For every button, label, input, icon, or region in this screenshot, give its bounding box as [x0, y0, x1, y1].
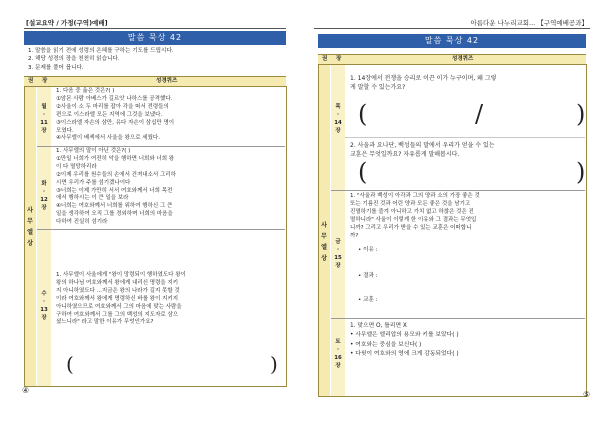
church-header: 아름다운 나누리교회... 【구역예배공과】: [470, 19, 588, 27]
col-book-label: 권: [322, 56, 328, 62]
book-name-text: 사 무 엘 상: [321, 222, 327, 262]
instructions: [28, 47, 174, 72]
book-name: [318, 220, 330, 264]
book-name-text: 사 무 엘 상: [27, 207, 33, 247]
page-number: ④: [22, 386, 30, 395]
section-header: [설교요약 / 가정(구역)예배]: [26, 19, 108, 27]
answer-open-paren: (: [66, 352, 74, 376]
page-title: 말씀 묵상 42: [24, 31, 286, 45]
question-fri: 1. "사울과 백성이 아각과 그의 양과 소의 가장 좋은 것 또는 기름진 것과 어린 양과 모든 좋은 것을 남기고 진멸하기를 즐겨 아니하고 가치 없고 하찮은 것은 진 멸하니라" 사울이 이렇게 한 이유와 그 결과는 무엇입 니까? 그리고 우리가 받을 수 있는 교훈은 어떠합니 까?: [350, 193, 480, 239]
header-divider: [314, 28, 590, 29]
question-thu-2: 2. 사울과 요나단, 백성들의 말에서 우리가 얻을 수 있는 교훈은 무엇일까요? 자유롭게 말해봅시다.: [350, 142, 495, 158]
col-quiz-label: 성경퀴즈: [452, 56, 474, 62]
page-number: ⑤: [583, 390, 591, 399]
row-divider: [345, 137, 585, 138]
day-label-wed: 수 · 13 장: [40, 291, 48, 321]
day-label-mon: 월 · 11 장: [40, 104, 48, 134]
answer-slash: /: [475, 100, 484, 128]
answer-result: • 결과 :: [358, 273, 378, 279]
answer-close-paren: ): [576, 100, 586, 128]
instruction-2: 2. 해당 성경의 장을 천천히 읽습니다.: [28, 56, 120, 63]
answer-close-paren: ): [576, 158, 586, 186]
col-chapter-label: 장: [336, 56, 342, 62]
answer-close-paren: ): [270, 352, 278, 376]
question-thu-1: 1. 14장에서 전쟁을 승리로 이끈 이가 누구이며, 왜 그렇 게 말할 수 있는가요?: [350, 75, 497, 91]
header-divider: [24, 28, 286, 29]
row-divider: [37, 146, 285, 147]
col-book-label: 권: [28, 78, 34, 84]
answer-open-paren: (: [358, 100, 368, 128]
question-mon: 1. 다음 중 옳은 것은?( ) ①암몬 사람 아베스가 길르앗 나하스를 공격했다. ②사울이 소 두 마리를 잡아 각을 떠서 전령들의 편으로 이스라엘 모든 지역에 그것을 보냈다. ③이스라엘 자손의 삼만, 유다 자손이 삼십만 명이 모였다. ④사무엘이 베섹에서 사울을 왕으로 세웠다.: [56, 88, 175, 142]
question-wed: 1. 사무엘이 사울에게 "왕이 망령되이 행하였도다 왕이 왕의 하나님 여호와께서 왕에게 내리신 명령을 지키 지 아니하였도다 ...지금은 왕의 나라가 길지 못할 것 이라 여호와께서 왕에게 명령하신 바를 왕이 지키지 아니하였으므로 여호와께서 그의 마음에 맞는 사람을 구하여 여호와께서 그를 그의 백성의 지도자로 삼으 셨느니라" 라고 말한 이유가 무엇인가요?: [56, 272, 186, 326]
day-label-thu: 목 · 14 장: [334, 104, 342, 134]
answer-open-paren: (: [358, 158, 368, 186]
day-label-sat: 토 · 16 장: [334, 339, 342, 369]
row-divider: [37, 229, 285, 230]
instruction-3: 3. 문제를 풀어 봅니다.: [28, 64, 84, 71]
answer-reason: • 이유 :: [358, 247, 378, 253]
book-name: [24, 205, 36, 249]
row-divider: [331, 190, 585, 191]
col-quiz-label: 성경퀴즈: [156, 78, 178, 84]
instruction-1: 1. 말씀을 읽기 전에 성령의 은혜를 구하는 기도를 드립시다.: [28, 48, 174, 54]
question-sat: 1. 맞으면 O, 틀리면 X • 사무엘은 엘리압의 용모와 키를 보았다( ) • 여호와는 중심을 보신다( ) • 다윗이 여호와의 영에 크게 감동되었다( ): [350, 323, 459, 358]
col-chapter-label: 장: [42, 78, 48, 84]
row-divider: [331, 318, 585, 319]
page-title: 말씀 묵상 42: [318, 34, 586, 48]
day-label-tue: 화 · 12 장: [40, 181, 48, 211]
answer-lesson: • 교훈 :: [358, 297, 378, 303]
right-page: [300, 0, 600, 424]
day-label-fri: 금 · 15 장: [334, 239, 342, 269]
question-tue: 1. 사무엘의 말이 아닌 것은?( ) ①만일 너희가 여전히 악을 행하면 너희와 너희 왕 이 다 멸망하리라 ②이제 우리를 원수들의 손에서 건져내소서 그리하 시면 우리가 주를 섬기겠나이다 ③너희는 이제 가만히 서서 여호와께서 너희 목전 에서 행하시는 이 큰 일을 보라 ④너희는 여호와께서 너희를 위하여 행하신 그 큰 일을 생각하여 오직 그를 경외하며 너희의 마음을 다하여 진실히 섬기라: [56, 148, 176, 226]
